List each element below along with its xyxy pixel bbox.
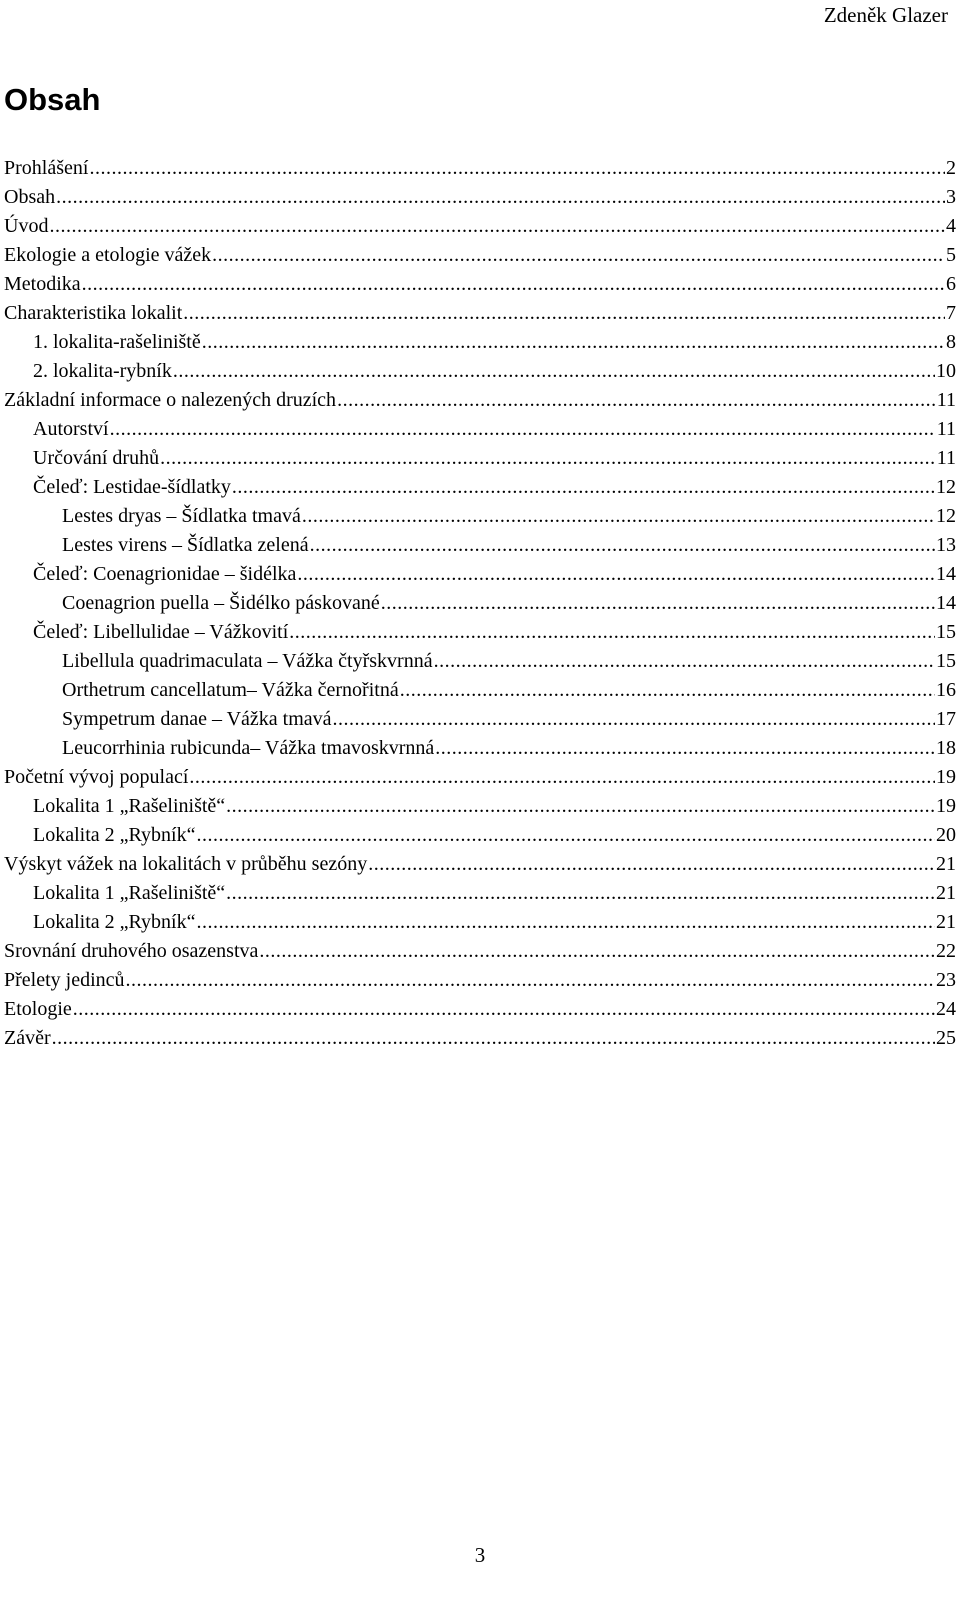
- toc-entry-page-number: 24: [936, 998, 956, 1020]
- toc-dot-leader: [126, 966, 935, 995]
- toc-entry[interactable]: [4, 154, 956, 183]
- toc-entry-label: Lokalita 2 „Rybník“: [33, 824, 196, 846]
- toc-entry[interactable]: [4, 357, 956, 386]
- toc-entry-page-number: 11: [936, 447, 956, 469]
- toc-entry[interactable]: [4, 937, 956, 966]
- toc-entry-page-number: 14: [936, 563, 956, 585]
- toc-entry[interactable]: [4, 560, 956, 589]
- table-of-contents: [4, 154, 956, 1053]
- toc-entry[interactable]: [4, 270, 956, 299]
- toc-entry-label: Čeleď: Coenagrionidae – šidélka: [33, 563, 297, 585]
- toc-entry-label: Lestes dryas – Šídlatka tmavá: [62, 505, 301, 527]
- toc-dot-leader: [110, 415, 936, 444]
- toc-entry[interactable]: [4, 415, 956, 444]
- toc-entry-page-number: 10: [936, 360, 956, 382]
- toc-entry-label: Orthetrum cancellatum– Vážka černořitná: [62, 679, 399, 701]
- toc-entry[interactable]: [4, 821, 956, 850]
- toc-entry-page-number: 6: [946, 273, 956, 295]
- toc-dot-leader: [226, 879, 935, 908]
- toc-entry-label: Lestes virens – Šídlatka zelená: [62, 534, 309, 556]
- toc-entry-page-number: 21: [936, 882, 956, 904]
- toc-dot-leader: [73, 995, 935, 1024]
- toc-entry-label: Prohlášení: [4, 157, 89, 179]
- toc-dot-leader: [232, 473, 935, 502]
- toc-entry-page-number: 20: [936, 824, 956, 846]
- toc-dot-leader: [226, 792, 935, 821]
- toc-dot-leader: [337, 386, 936, 415]
- toc-entry-label: Obsah: [4, 186, 56, 208]
- toc-entry-label: Autorství: [33, 418, 109, 440]
- toc-entry-page-number: 18: [936, 737, 956, 759]
- toc-entry-page-number: 15: [936, 650, 956, 672]
- toc-entry-label: Etologie: [4, 998, 72, 1020]
- toc-entry[interactable]: [4, 502, 956, 531]
- toc-entry-page-number: 19: [936, 795, 956, 817]
- toc-entry-label: Sympetrum danae – Vážka tmavá: [62, 708, 332, 730]
- toc-entry-label: Lokalita 1 „Rašeliniště“: [33, 795, 226, 817]
- toc-dot-leader: [259, 937, 935, 966]
- toc-entry-label: Výskyt vážek na lokalitách v průběhu sezóny: [4, 853, 368, 875]
- toc-dot-leader: [212, 241, 945, 270]
- toc-dot-leader: [89, 154, 945, 183]
- toc-entry[interactable]: [4, 676, 956, 705]
- toc-dot-leader: [82, 270, 945, 299]
- toc-entry[interactable]: [4, 908, 956, 937]
- toc-entry[interactable]: [4, 879, 956, 908]
- toc-entry-page-number: 13: [936, 534, 956, 556]
- toc-entry-label: Přelety jedinců: [4, 969, 125, 991]
- toc-entry[interactable]: [4, 386, 956, 415]
- toc-entry-page-number: 12: [936, 505, 956, 527]
- toc-entry-label: Úvod: [4, 215, 49, 237]
- toc-entry-label: Čeleď: Libellulidae – Vážkovití: [33, 621, 289, 643]
- toc-entry[interactable]: [4, 850, 956, 879]
- toc-entry-page-number: 7: [946, 302, 956, 324]
- toc-entry-page-number: 21: [936, 911, 956, 933]
- toc-entry-page-number: 17: [936, 708, 956, 730]
- toc-entry[interactable]: [4, 763, 956, 792]
- toc-entry-page-number: 3: [946, 186, 956, 208]
- toc-entry-label: Coenagrion puella – Šidélko páskované: [62, 592, 380, 614]
- toc-dot-leader: [202, 328, 945, 357]
- toc-dot-leader: [434, 647, 935, 676]
- toc-entry-page-number: 2: [946, 157, 956, 179]
- toc-dot-leader: [52, 1024, 935, 1053]
- toc-entry[interactable]: [4, 589, 956, 618]
- toc-entry-page-number: 16: [936, 679, 956, 701]
- toc-entry-page-number: 14: [936, 592, 956, 614]
- toc-dot-leader: [197, 908, 936, 937]
- toc-entry-label: Metodika: [4, 273, 81, 295]
- toc-entry-page-number: 22: [936, 940, 956, 962]
- toc-entry[interactable]: [4, 212, 956, 241]
- toc-entry[interactable]: [4, 705, 956, 734]
- toc-entry-label: 1. lokalita-rašeliniště: [33, 331, 201, 353]
- toc-entry[interactable]: [4, 647, 956, 676]
- toc-dot-leader: [435, 734, 935, 763]
- toc-entry[interactable]: [4, 531, 956, 560]
- toc-dot-leader: [289, 618, 935, 647]
- toc-entry-label: Základní informace o nalezených druzích: [4, 389, 337, 411]
- toc-dot-leader: [173, 357, 935, 386]
- footer-page-number: 3: [474, 1543, 486, 1567]
- toc-dot-leader: [49, 212, 945, 241]
- toc-dot-leader: [381, 589, 935, 618]
- toc-dot-leader: [160, 444, 936, 473]
- toc-entry[interactable]: [4, 328, 956, 357]
- toc-dot-leader: [56, 183, 945, 212]
- toc-entry[interactable]: [4, 299, 956, 328]
- toc-entry[interactable]: [4, 618, 956, 647]
- toc-entry-page-number: 11: [936, 418, 956, 440]
- toc-dot-leader: [310, 531, 935, 560]
- toc-entry-page-number: 25: [936, 1027, 956, 1049]
- toc-dot-leader: [297, 560, 935, 589]
- toc-entry-page-number: 19: [936, 766, 956, 788]
- toc-dot-leader: [197, 821, 936, 850]
- header-author: Zdeněk Glazer: [823, 3, 948, 27]
- page-title: Obsah: [4, 82, 101, 117]
- toc-dot-leader: [302, 502, 935, 531]
- toc-entry[interactable]: [4, 995, 956, 1024]
- toc-entry-label: Libellula quadrimaculata – Vážka čtyřskvrnná: [62, 650, 433, 672]
- toc-entry-label: Charakteristika lokalit: [4, 302, 183, 324]
- toc-entry-page-number: 5: [946, 244, 956, 266]
- toc-entry-page-number: 8: [946, 331, 956, 353]
- toc-entry-label: Ekologie a etologie vážek: [4, 244, 212, 266]
- toc-entry[interactable]: [4, 183, 956, 212]
- toc-entry[interactable]: [4, 792, 956, 821]
- toc-entry-label: Srovnání druhového osazenstva: [4, 940, 259, 962]
- toc-entry-label: Lokalita 2 „Rybník“: [33, 911, 196, 933]
- toc-dot-leader: [368, 850, 935, 879]
- toc-entry-page-number: 4: [946, 215, 956, 237]
- toc-dot-leader: [183, 299, 945, 328]
- toc-entry-label: 2. lokalita-rybník: [33, 360, 172, 382]
- toc-entry-page-number: 12: [936, 476, 956, 498]
- toc-entry-label: Čeleď: Lestidae-šídlatky: [33, 476, 231, 498]
- toc-dot-leader: [400, 676, 935, 705]
- toc-entry-label: Závěr: [4, 1027, 51, 1049]
- toc-entry[interactable]: [4, 1024, 956, 1053]
- toc-entry[interactable]: [4, 473, 956, 502]
- toc-entry-page-number: 11: [936, 389, 956, 411]
- toc-entry-label: Leucorrhinia rubicunda– Vážka tmavoskvrnná: [62, 737, 435, 759]
- toc-dot-leader: [333, 705, 935, 734]
- toc-entry[interactable]: [4, 734, 956, 763]
- toc-entry-page-number: 15: [936, 621, 956, 643]
- toc-entry-page-number: 23: [936, 969, 956, 991]
- toc-entry-page-number: 21: [936, 853, 956, 875]
- toc-entry-label: Početní vývoj populací: [4, 766, 189, 788]
- toc-entry[interactable]: [4, 444, 956, 473]
- toc-entry[interactable]: [4, 966, 956, 995]
- toc-entry[interactable]: [4, 241, 956, 270]
- toc-entry-label: Lokalita 1 „Rašeliniště“: [33, 882, 226, 904]
- toc-entry-label: Určování druhů: [33, 447, 160, 469]
- toc-dot-leader: [189, 763, 935, 792]
